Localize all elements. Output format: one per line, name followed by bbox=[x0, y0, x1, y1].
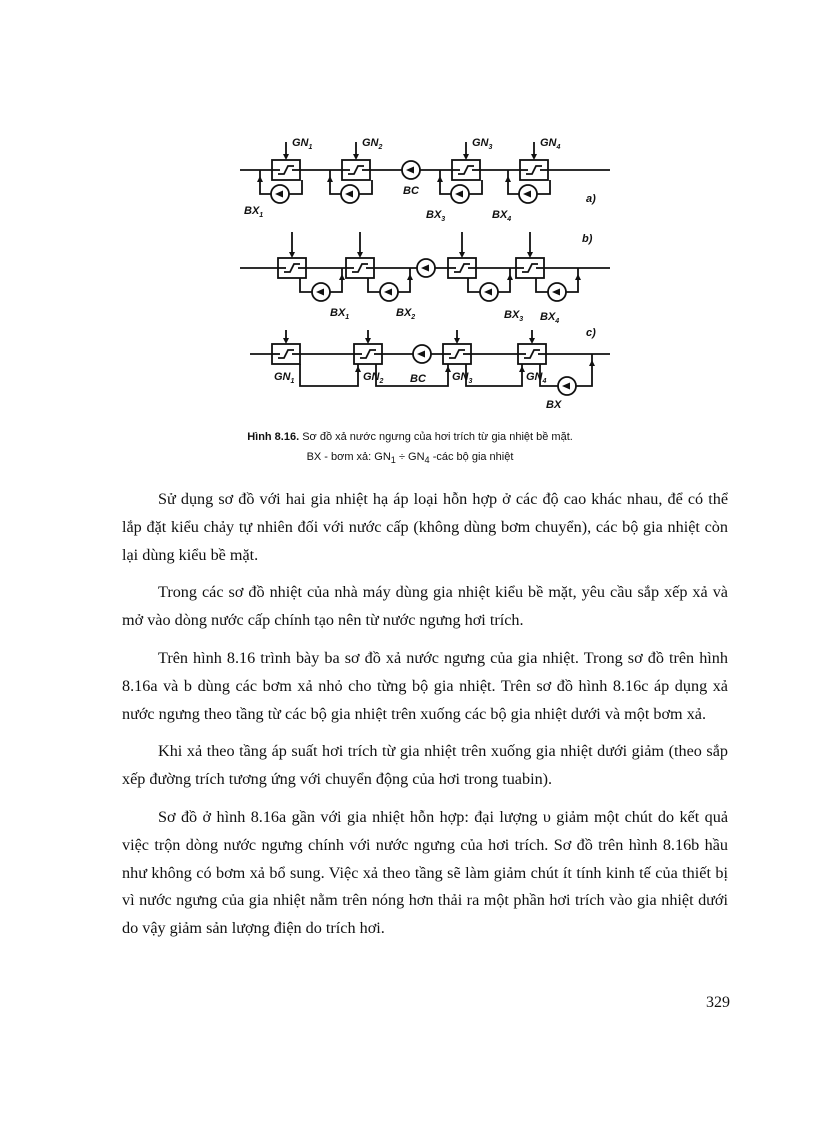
pump-b4 bbox=[548, 283, 566, 301]
label-bx3-b: $BX_3$ bbox=[504, 309, 524, 323]
main-pump-a bbox=[402, 161, 420, 179]
paragraph: Sử dụng sơ đồ với hai gia nhiệt hạ áp loại hỗn hợp ở các độ cao khác nhau, để có thể lắp đặt kiểu chảy tự nhiên đối với nước cấp (không dùng bơm chuyển), các bộ gia nhiệt còn lại dùng kiểu bề mặt. bbox=[122, 490, 728, 564]
label-gn2: $GN_2$ bbox=[362, 137, 383, 151]
heater-a4 bbox=[520, 160, 548, 180]
label-gn3: $GN_3$ bbox=[472, 137, 493, 151]
figure-8-16 bbox=[230, 128, 630, 420]
label-bx2-b: $BX_2$ bbox=[396, 307, 416, 321]
heater-b1 bbox=[278, 258, 306, 278]
label-gn2-c: $GN_2$ bbox=[363, 371, 384, 385]
pump-b3 bbox=[480, 283, 498, 301]
heater-a3 bbox=[452, 160, 480, 180]
heater-c3 bbox=[443, 344, 471, 364]
label-bx3-a: $BX_3$ bbox=[426, 209, 446, 223]
page-number: 329 bbox=[706, 994, 730, 1011]
diagram-b-parts bbox=[278, 252, 581, 301]
caption-text: Sơ đồ xả nước ngưng của hơi trích từ gia nhiệt bề mặt. bbox=[302, 431, 573, 443]
caption-line-1 bbox=[140, 427, 680, 447]
label-bc-a: BC bbox=[403, 185, 419, 197]
paragraph: Khi xả theo tầng áp suất hơi trích từ gia nhiệt trên xuống gia nhiệt dưới giảm (theo sắp xếp đường trích tương ứng với chuyển động của hơi trong tuabin). bbox=[122, 742, 728, 789]
heater-c4 bbox=[518, 344, 546, 364]
label-gn4: $GN_4$ bbox=[540, 137, 561, 151]
body-text bbox=[122, 486, 728, 953]
label-b: b) bbox=[582, 233, 593, 245]
caption-label: Hình 8.16. bbox=[247, 431, 300, 443]
label-a: a) bbox=[586, 193, 596, 205]
heater-b3 bbox=[448, 258, 476, 278]
paragraph: Trong các sơ đồ nhiệt của nhà máy dùng gia nhiệt kiểu bề mặt, yêu cầu sắp xếp xả và mở vào dòng nước cấp chính tạo nên từ nước ngưng hơi trích. bbox=[122, 583, 728, 630]
heater-c2 bbox=[354, 344, 382, 364]
label-bx4-b: $BX_4$ bbox=[540, 311, 560, 325]
pump-a1 bbox=[271, 185, 289, 203]
heater-a1 bbox=[272, 160, 300, 180]
main-pump-b bbox=[417, 259, 435, 277]
pump-b1 bbox=[312, 283, 330, 301]
heater-b4 bbox=[516, 258, 544, 278]
label-gn1-c: $GN_1$ bbox=[274, 371, 295, 385]
heater-a2 bbox=[342, 160, 370, 180]
label-gn1: $GN_1$ bbox=[292, 137, 313, 151]
label-bx4-a: $BX_4$ bbox=[492, 209, 512, 223]
caption-line-2: BX - bơm xả: $GN_1 \div GN_4$ -các bộ gia nhiệt bbox=[306, 451, 514, 466]
heater-c1 bbox=[272, 344, 300, 364]
label-bc-c: BC bbox=[410, 373, 426, 385]
pump-a4 bbox=[519, 185, 537, 203]
paragraph: Sơ đồ ở hình 8.16a gần với gia nhiệt hỗn hợp: đại lượng υ giảm một chút do kết quả việc trộn dòng nước ngưng chính với nước ngưng của hơi trích. Sơ đồ trên hình 8.16b hầu như không có bơm xả bổ sung. Việc xả theo tầng sẽ làm giảm chút ít tính kinh tế của thiết bị vì nước ngưng của gia nhiệt nằm trên nóng hơn thải ra một phần hơi trích vào gia nhiệt dưới do vậy giảm sản lượng điện do trích hơi. bbox=[122, 807, 728, 938]
label-bx1-b: $BX_1$ bbox=[330, 307, 350, 321]
pump-b2 bbox=[380, 283, 398, 301]
pump-a3 bbox=[451, 185, 469, 203]
diagram bbox=[230, 128, 630, 420]
label-bx1-a: $BX_1$ bbox=[244, 205, 264, 219]
heater-b2 bbox=[346, 258, 374, 278]
pump-c bbox=[558, 377, 576, 395]
label-bx-c: BX bbox=[546, 399, 562, 411]
pump-a2 bbox=[341, 185, 359, 203]
main-pump-c bbox=[413, 345, 431, 363]
label-gn4-c: $GN_4$ bbox=[526, 371, 547, 385]
figure-caption bbox=[140, 427, 680, 470]
paragraph: Trên hình 8.16 trình bày ba sơ đồ xả nước ngưng của gia nhiệt. Trong sơ đồ trên hình 8.16a và b dùng các bơm xả nhỏ cho từng bộ gia nhiệt. Trên sơ đồ hình 8.16c áp dụng xả nước ngưng theo tầng từ các bộ gia nhiệt trên xuống các bộ gia nhiệt dưới và một bơm xả. bbox=[122, 648, 728, 723]
label-gn3-c: $GN_3$ bbox=[452, 371, 473, 385]
label-c: c) bbox=[586, 327, 596, 339]
